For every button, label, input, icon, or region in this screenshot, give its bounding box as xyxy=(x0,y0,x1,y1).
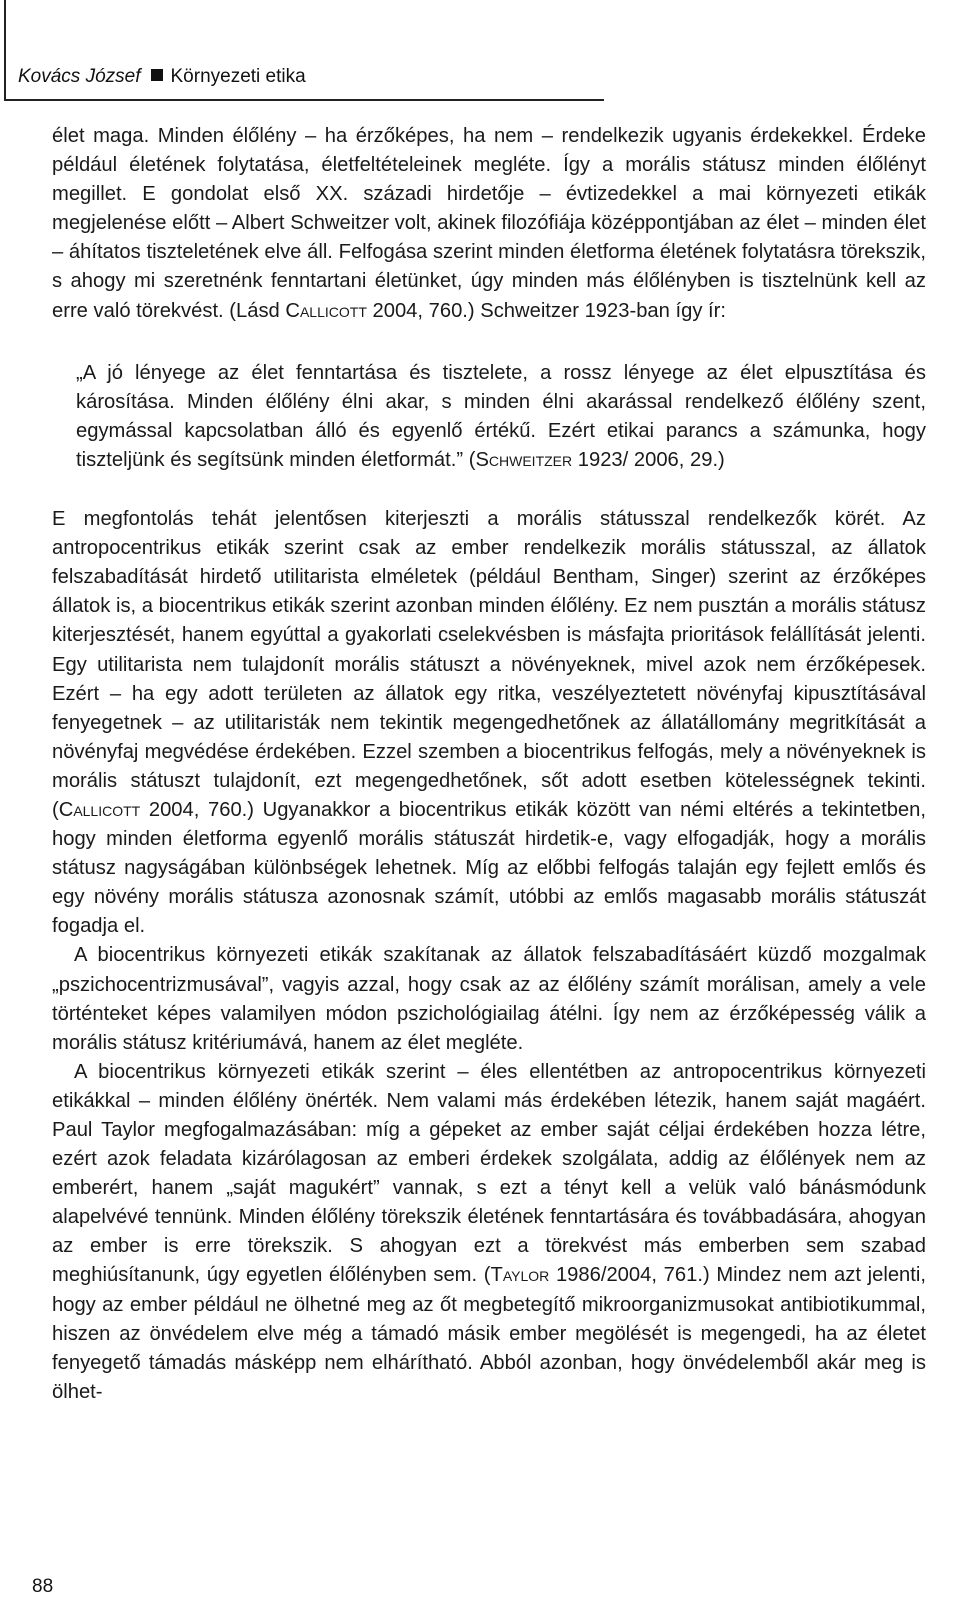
citation-callicott-2: Callicott xyxy=(58,798,141,821)
paragraph-1-text-end: 2004, 760.) Schweitzer 1923-ban így ír: xyxy=(366,299,726,322)
running-head-author: Kovács József xyxy=(18,66,141,87)
paragraph-1 xyxy=(52,122,926,326)
square-separator-icon xyxy=(151,69,163,81)
block-quote-text-end: 1923/ 2006, 29.) xyxy=(572,448,725,471)
paragraph-2-text-end: 2004, 760.) Ugyanakkor a biocentrikus etikák között van némi eltérés a tekintetben, hogy minden életforma egyenlő morális státuszát hirdetik-e, vagy elfogadják, hogy a morális státusz nagyságában különbségek lehetnek. Míg az előbbi felfogás talaján egy fejlett emlős és egy növény morális státusza azonosnak számít, utóbbi az emlős magasabb morális státuszát fogadja el. xyxy=(52,798,926,938)
running-head xyxy=(18,66,306,88)
running-head-title: Környezeti etika xyxy=(170,66,306,87)
paragraph-3: A biocentrikus környezeti etikák szakítanak az állatok felszabadításáért küzdő mozgalmak „pszichocentrizmusával”, vagyis azzal, hogy csak az az élőlény számít morálisan, amely a vele történteket képes valamilyen módon pszichológiailag átélni. Így nem az érzőképesség válik a morális státusz kritériumává, hanem az élet megléte. xyxy=(52,944,926,1054)
page-body xyxy=(52,122,926,1407)
citation-taylor: Taylor xyxy=(490,1264,550,1287)
header-rule-horizontal xyxy=(4,99,604,101)
paragraph-1-text: élet maga. Minden élőlény – ha érzőképes, ha nem – rendelkezik ugyanis érdekekkel. Érdeke például életének folytatása, életfeltételeinek megléte. Így a morális státusz minden élőlényt megillet. E gondolat első XX. századi hirdetője – évtizedekkel a mai környezeti etikák megjelenése előtt – Albert Schweitzer volt, akinek filozófiája középpontjában az élet – minden élet – áhítatos tiszteletének elve áll. Felfogása szerint minden életforma életének folytatásra törekszik, s ahogy mi szeretnénk fenntartani életünket, úgy minden más élőlényben is tisztelnünk kell az erre való törekvést. (Lásd xyxy=(52,125,926,322)
citation-schweitzer: Schweitzer xyxy=(475,448,573,471)
block-quote xyxy=(76,359,926,475)
citation-callicott: Callicott xyxy=(285,299,367,322)
paragraph-2 xyxy=(52,505,926,941)
block-quote-text: „A jó lényege az élet fenntartása és tisztelete, a rossz lényege az élet elpusztítása és károsítása. Minden élőlény élni akar, s minden élni akarással rendelkező élőlény szent, egymással kapcsolatban álló és egyenlő értékű. Ezért etikai parancs a számunka, hogy tiszteljünk és segítsünk minden életformát.” ( xyxy=(76,361,926,471)
paragraph-2-text: E megfontolás tehát jelentősen kiterjeszti a morális státusszal rendelkezők körét. Az antropocentrikus etikák szerint csak az ember rendelkezik morális státusszal, az állatok felszabadítását hirdető utilitarista elméletek (például Bentham, Singer) szerint az érzőképes állatok is, a biocentrikus etikák szerint azonban minden élőlény. Ez nem pusztán a morális státusz kiterjesztését, hanem egyúttal a gyakorlati cselekvésben is másfajta prioritások felállítását jelenti. Egy utilitarista nem tulajdonít morális státuszt a növényeknek, mivel azok nem érzőképesek. Ezért – ha egy adott területen az állatok egy ritka, veszélyeztetett növényfaj kipusztításával fenyegetnek – az utilitaristák nem tekintik megengedhetőnek az állatállomány megritkítását a növényfaj megvédése érdekében. Ezzel szemben a biocentrikus felfogás, mely a növényeknek is morális státuszt tulajdonít, ezt megengedhetőnek, sőt adott esetben kötelességnek tekinti. ( xyxy=(52,508,926,821)
paragraph-4-text: A biocentrikus környezeti etikák szerint – éles ellentétben az antropocentrikus környezeti etikákkal – minden élőlény önérték. Nem valami más érdekében létezik, hanem saját magáért. Paul Taylor megfogalmazásában: míg a gépeket az ember saját céljai érdekében hozza létre, ezért azok feladata kizárólagosan az emberi érdekek szolgálata, addig az élőlények nem az emberért, hanem „saját magukért” vannak, s ezt a tényt kell a velük való bánásmódunk alapelvévé tennünk. Minden élőlény törekszik életének fenntartására és továbbadására, ahogyan az ember is erre törekszik. S ahogyan ezt a törekvést más emberben sem szabad meghiúsítanunk, úgy egyetlen élőlényben sem. ( xyxy=(52,1060,926,1287)
page-number: 88 xyxy=(32,1576,54,1597)
paragraph-4-text-end: 1986/2004, 761.) Mindez nem azt jelenti, hogy az ember például ne ölhetné meg az őt megbetegítő mikroorganizmusokat antibiotikummal, hiszen az önvédelem elve még a támadó másik ember megölését is megengedi, ha az életet fenyegető támadás másképp nem elhárítható. Abból azonban, hogy önvédelemből akár meg is ölhet- xyxy=(52,1264,926,1403)
paragraph-4 xyxy=(52,1058,926,1407)
header-rule-vertical xyxy=(4,0,6,100)
